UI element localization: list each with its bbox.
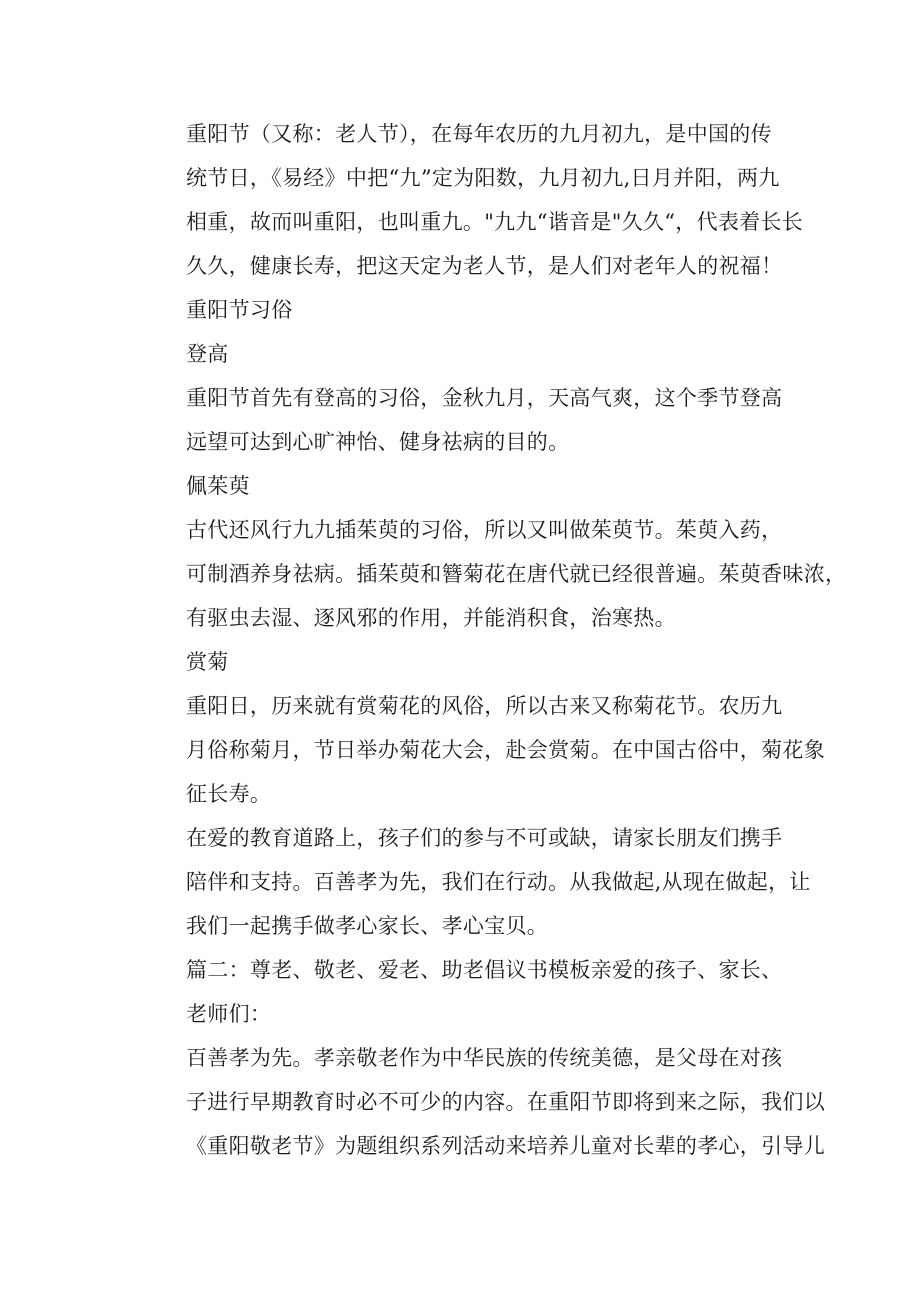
paragraph-climbing (138, 376, 798, 464)
text-line: 重阳节（又称：老人节），在每年农历的九月初九，是中国的传 (186, 122, 772, 146)
text-line: 远望可达到心旷神怡、健身祛病的目的。 (186, 430, 570, 454)
text-line: 老师们： (186, 1002, 272, 1026)
section-heading: 重阳节习俗 (186, 298, 293, 322)
text-line: 统节日，《易经》中把“九”定为阳数，九月初九,日月并阳，两九 (186, 166, 780, 190)
text-line: 在爱的教育道路上，孩子们的参与不可或缺，请家长朋友们携手 (186, 826, 783, 850)
text-line: 子进行早期教育时必不可少的内容。在重阳节即将到来之际，我们以 (186, 1090, 825, 1114)
heading-customs (138, 288, 798, 332)
paragraph-dogwood (138, 508, 847, 640)
paragraph-intro (138, 112, 804, 288)
paragraph-chrysanthemum (138, 684, 825, 816)
text-line: 篇二：尊老、敬老、爱老、助老倡议书模板亲爱的孩子、家长、 (186, 958, 783, 982)
paragraph-part-two-heading (138, 948, 798, 1036)
text-line: 相重，故而叫重阳，也叫重九。"九九“谐音是"久久“，代表着长长 (186, 210, 804, 234)
heading-dogwood (138, 464, 798, 508)
text-line: 我们一起携手做孝心家长、孝心宝贝。 (186, 914, 549, 938)
heading-chrysanthemum (138, 640, 798, 684)
text-line: 陪伴和支持。百善孝为先，我们在行动。从我做起,从现在做起，让 (186, 870, 811, 894)
text-line: 古代还风行九九插茱萸的习俗，所以又叫做茱萸节。茱萸入药， (186, 518, 783, 542)
paragraph-filial-piety (138, 1036, 825, 1168)
text-line: 百善孝为先。孝亲敬老作为中华民族的传统美德，是父母在对孩 (186, 1046, 783, 1070)
text-line: 月俗称菊月，节日举办菊花大会，赴会赏菊。在中国古俗中，菊花象 (186, 738, 825, 762)
subsection-heading: 佩茱萸 (186, 474, 250, 498)
text-line: 重阳节首先有登高的习俗，金秋九月，天高气爽，这个季节登高 (186, 386, 783, 410)
text-line: 可制酒养身祛病。插茱萸和簪菊花在唐代就已经很普遍。茱萸香味浓， (186, 562, 847, 586)
text-line: 有驱虫去湿、逐风邪的作用，并能消积食，治寒热。 (186, 606, 676, 630)
text-line: 久久，健康长寿，把这天定为老人节，是人们对老年人的祝福！ (186, 254, 783, 278)
document-body (138, 112, 847, 1168)
heading-climbing (138, 332, 798, 376)
subsection-heading: 赏菊 (186, 650, 229, 674)
paragraph-education (138, 816, 811, 948)
text-line: 重阳日，历来就有赏菊花的风俗，所以古来又称菊花节。农历九 (186, 694, 783, 718)
text-line: 《重阳敬老节》为题组织系列活动来培养儿童对长辈的孝心，引导儿 (186, 1134, 825, 1158)
subsection-heading: 登高 (186, 342, 229, 366)
text-line: 征长寿。 (186, 782, 272, 806)
